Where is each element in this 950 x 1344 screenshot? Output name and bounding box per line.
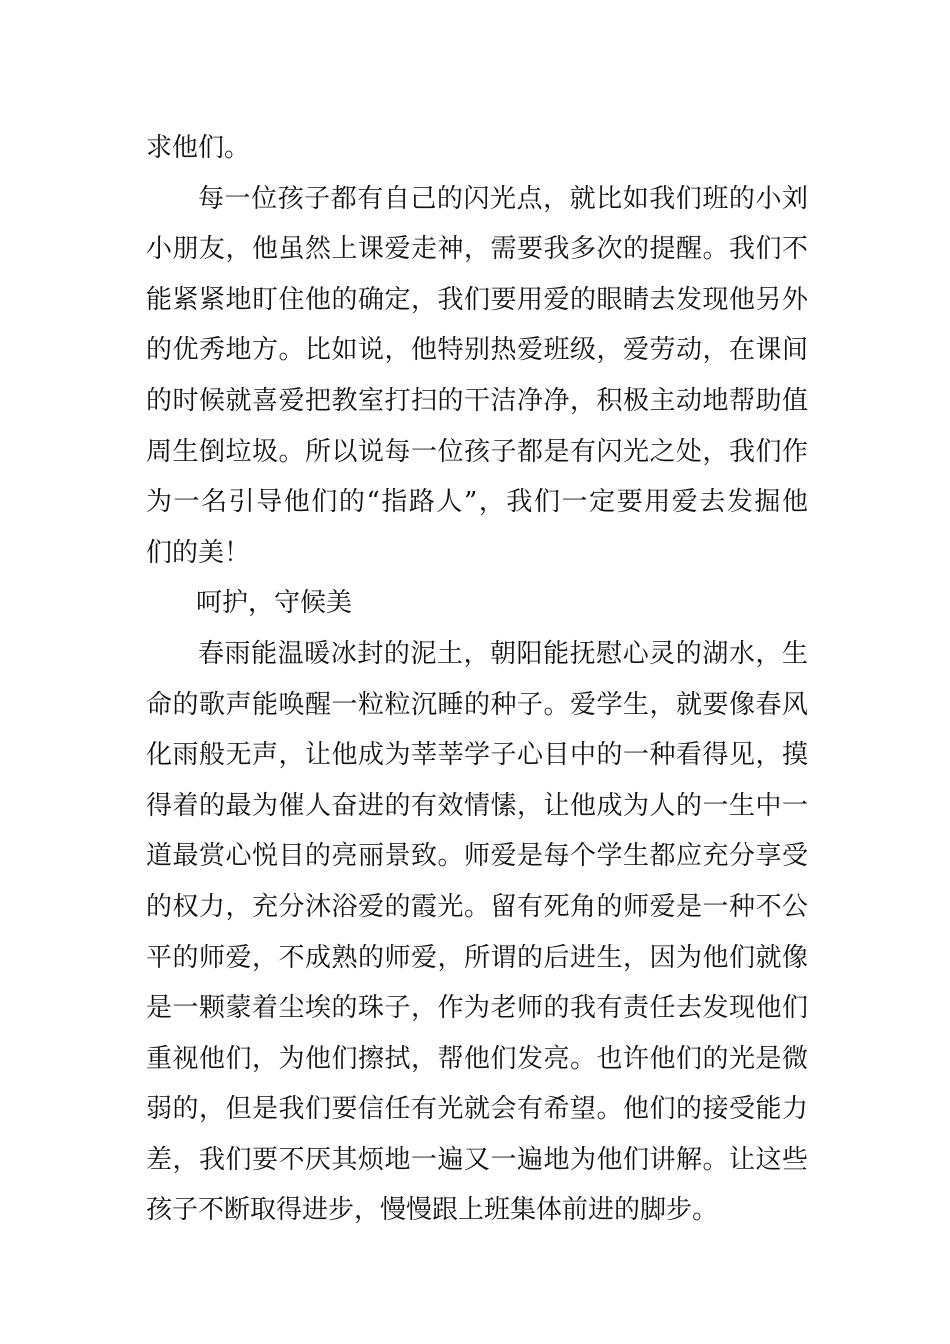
text-line: 平的师爱，不成熟的师爱，所谓的后进生，因为他们就像 bbox=[146, 942, 808, 973]
text-line: 差，我们要不厌其烦地一遍又一遍地为他们讲解。让这些 bbox=[146, 1144, 808, 1175]
text-line: 孩子不断取得进步，慢慢跟上班集体前进的脚步。 bbox=[146, 1195, 719, 1226]
paragraph-first-line: 春雨能温暖冰封的泥土，朝阳能抚慰心灵的湖水，生 bbox=[198, 638, 808, 669]
text-line: 的时候就喜爱把教室打扫的干洁净净，积极主动地帮助值 bbox=[146, 385, 808, 416]
text-line: 为一名引导他们的“指路人”，我们一定要用爱去发掘他 bbox=[146, 487, 808, 518]
text-line: 是一颗蒙着尘埃的珠子，作为老师的我有责任去发现他们 bbox=[146, 993, 808, 1024]
text-line: 得着的最为催人奋进的有效情愫，让他成为人的一生中一 bbox=[146, 790, 808, 821]
text-line: 求他们。 bbox=[146, 133, 251, 163]
text-line: 化雨般无声，让他成为莘莘学子心目中的一种看得见，摸 bbox=[146, 740, 808, 771]
text-line: 的权力，充分沐浴爱的霞光。留有死角的师爱是一种不公 bbox=[146, 891, 808, 922]
text-line: 小朋友，他虽然上课爱走神，需要我多次的提醒。我们不 bbox=[146, 234, 808, 265]
section-heading: 呵护，守候美 bbox=[196, 588, 353, 619]
text-line: 命的歌声能唤醒一粒粒沉睡的种子。爱学生，就要像春风 bbox=[146, 689, 808, 720]
text-line: 能紧紧地盯住他的确定，我们要用爱的眼睛去发现他另外 bbox=[146, 284, 808, 315]
text-line: 们的美！ bbox=[146, 537, 251, 568]
body-text bbox=[146, 123, 808, 1236]
text-line: 道最赏心悦目的亮丽景致。师爱是每个学生都应充分享受 bbox=[146, 841, 808, 872]
text-line: 周生倒垃圾。所以说每一位孩子都是有闪光之处，我们作 bbox=[146, 436, 808, 467]
text-line: 弱的，但是我们要信任有光就会有希望。他们的接受能力 bbox=[146, 1094, 808, 1125]
text-line: 重视他们，为他们擦拭，帮他们发亮。也许他们的光是微 bbox=[146, 1043, 808, 1074]
text-line: 的优秀地方。比如说，他特别热爱班级，爱劳动，在课间 bbox=[146, 335, 808, 366]
paragraph-first-line: 每一位孩子都有自己的闪光点，就比如我们班的小刘 bbox=[198, 183, 808, 214]
